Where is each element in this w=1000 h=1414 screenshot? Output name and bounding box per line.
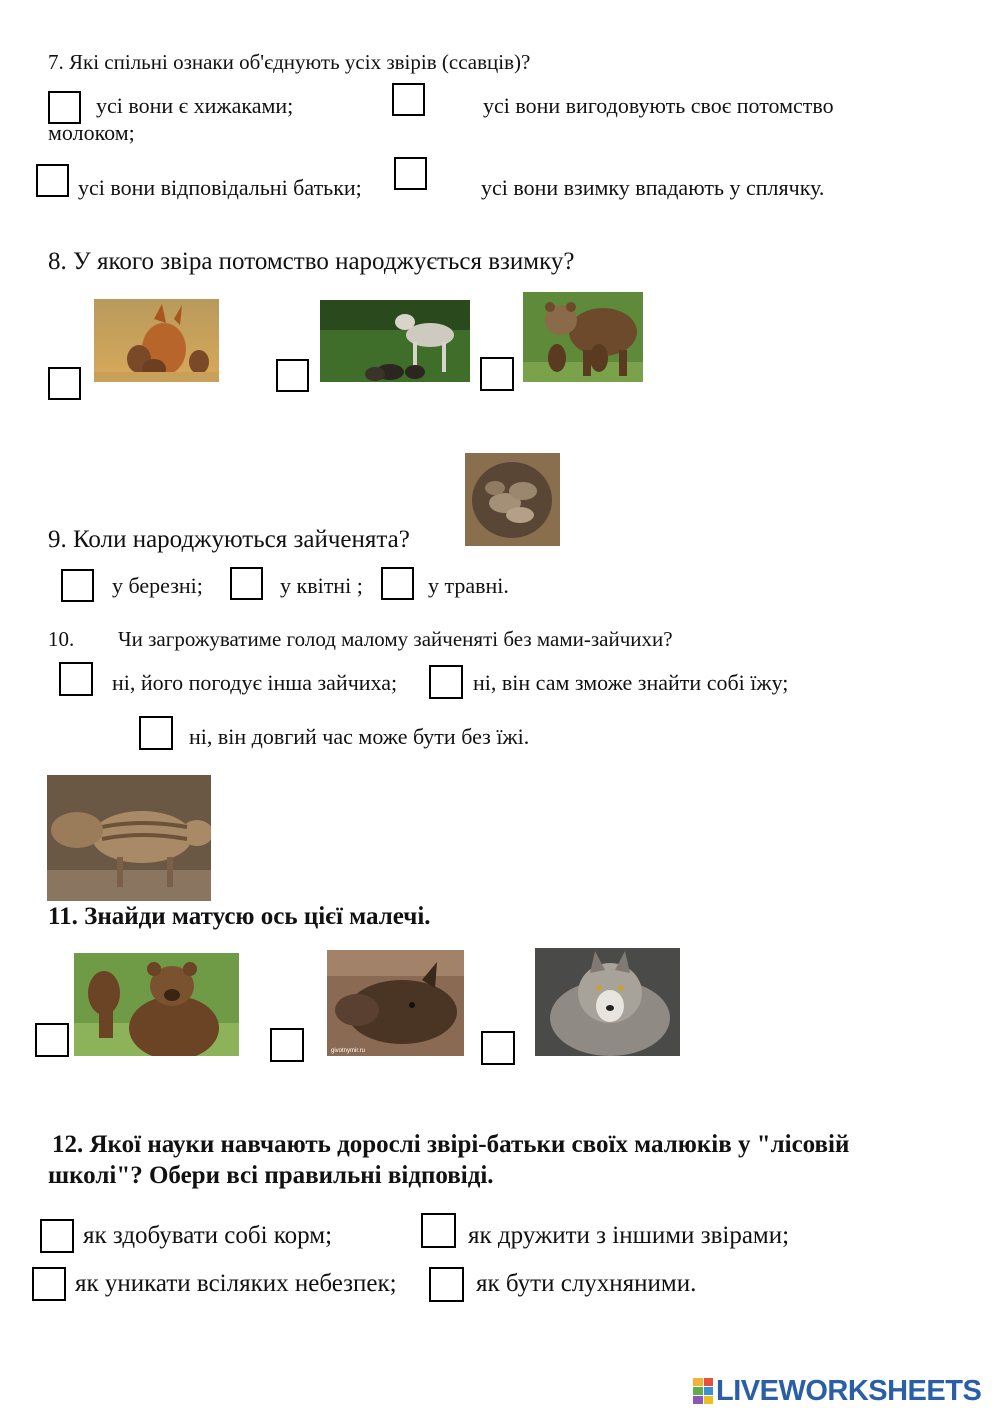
wolf-photo [535, 948, 680, 1056]
q7-checkbox-4[interactable] [394, 157, 427, 190]
q10-number: 10. [48, 627, 75, 651]
q10-question: Чи загрожуватиме голод малому зайченяті без мами-зайчихи? [118, 627, 673, 651]
q7-option-4: усі вони взимку впадають у сплячку. [481, 175, 825, 200]
liveworksheets-logo[interactable] [693, 1374, 981, 1408]
q9-checkbox-2[interactable] [230, 567, 263, 600]
q12-question-line-1: 12. Якої науки навчають дорослі звірі-батьки своїх малюків у "лісовій [52, 1131, 850, 1158]
q10-checkbox-1[interactable] [59, 662, 93, 696]
q9-checkbox-3[interactable] [381, 567, 414, 600]
q7-checkbox-3[interactable] [36, 164, 69, 197]
wild-boar-watermark: givotnymir.ru [331, 1048, 366, 1054]
q10-checkbox-3[interactable] [139, 716, 173, 750]
q11-checkbox-boar[interactable] [270, 1028, 304, 1062]
q12-checkbox-2[interactable] [421, 1213, 456, 1248]
q10-option-1: ні, його погодує інша зайчиха; [112, 670, 398, 695]
q12-checkbox-1[interactable] [40, 1219, 74, 1253]
q8-question: 8. У якого звіра потомство народжується взимку? [48, 248, 575, 275]
q12-checkbox-4[interactable] [429, 1267, 464, 1302]
q7-option-3: усі вони відповідальні батьки; [78, 175, 362, 200]
q12-option-1: як здобувати собі корм; [83, 1222, 333, 1249]
liveworksheets-wordmark: LIVEWORKSHEETS [716, 1374, 982, 1407]
q9-checkbox-1[interactable] [61, 569, 94, 602]
q11-checkbox-wolf[interactable] [481, 1031, 515, 1065]
q12-option-3: як уникати всіляких небезпек; [75, 1270, 397, 1297]
piglets-photo [47, 775, 211, 901]
q7-option-2-cont: молоком; [48, 120, 135, 145]
q8-checkbox-fox[interactable] [48, 367, 81, 400]
q7-option-2: усі вони вигодовують своє потомство [483, 93, 834, 118]
q12-question-line-2: школі"? Обери всі правильні відповіді. [48, 1162, 494, 1189]
bear-photo [74, 953, 239, 1056]
q8-checkbox-bear[interactable] [480, 357, 514, 391]
q10-option-3: ні, він довгий час може бути без їжі. [189, 724, 530, 749]
q12-option-2: як дружити з іншими звірами; [468, 1222, 790, 1249]
liveworksheets-icon [693, 1378, 713, 1404]
fox-with-cubs-photo [94, 299, 219, 382]
q9-option-1: у березні; [112, 573, 203, 598]
q12-checkbox-3[interactable] [32, 1267, 66, 1301]
q7-option-1: усі вони є хижаками; [96, 93, 294, 118]
wolf-with-cubs-photo [320, 300, 470, 382]
q8-checkbox-wolf[interactable] [276, 359, 309, 392]
q11-checkbox-bear[interactable] [35, 1023, 69, 1057]
q9-option-3: у травні. [428, 573, 509, 598]
q7-checkbox-2[interactable] [392, 83, 425, 116]
bear-with-cubs-photo [523, 292, 643, 382]
q10-option-2: ні, він сам зможе знайти собі їжу; [473, 670, 789, 695]
q12-option-4: як бути слухняними. [476, 1270, 697, 1297]
q9-question: 9. Коли народжуються зайченята? [48, 526, 410, 553]
baby-hares-photo [465, 453, 560, 546]
q7-question: 7. Які спільні ознаки об'єднують усіх звірів (ссавців)? [48, 50, 531, 74]
q11-question: 11. Знайди матусю ось цієї малечі. [48, 903, 431, 930]
q9-option-2: у квітні ; [280, 573, 363, 598]
wild-boar-photo [327, 950, 464, 1056]
q10-checkbox-2[interactable] [429, 665, 463, 699]
